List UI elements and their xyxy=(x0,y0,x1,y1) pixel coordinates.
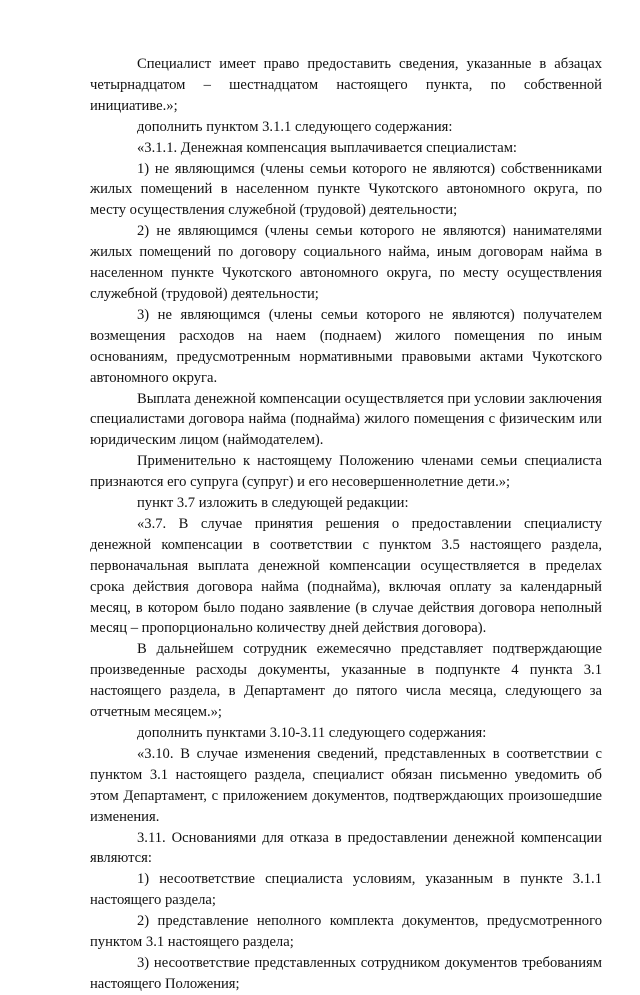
paragraph-3-11-item-2: 2) представление неполного комплекта документов, предусмотренного пунктом 3.1 настоящего раздела; xyxy=(90,913,602,951)
paragraph-amend-3-1-1: дополнить пунктом 3.1.1 следующего содержания: xyxy=(137,118,453,135)
paragraph-3-1-1-item-3: 3) не являющимся (члены семьи которого не являются) получателем возмещения расходов на наем (поднаем) жилого помещения по иным основаниям, предусмотренным нормативными правовыми актами Чукотского автономного округа. xyxy=(90,306,602,386)
paragraph-3-10-text: «3.10. В случае изменения сведений, представленных в соответствии с пунктом 3.1 настоящего раздела, специалист обязан письменно уведомить об этом Департамент, с приложением документов, подтверждающих произошедшие изменения. xyxy=(90,745,602,825)
paragraph-3-1-1-heading: «3.1.1. Денежная компенсация выплачивается специалистам: xyxy=(137,139,517,156)
paragraph-3-1-1-item-1: 1) не являющимся (члены семьи которого не являются) собственниками жилых помещений в населенном пункте Чукотского автономного округа, по месту осуществления служебной (трудовой) деятельности; xyxy=(90,160,602,219)
paragraph-monthly-documents: В дальнейшем сотрудник ежемесячно представляет подтверждающие произведенные расходы документы, указанные в подпункте 4 пункта 3.1 настоящего раздела, в Департамент до пятого числа месяца, следующего за отчетным месяцем.»; xyxy=(90,641,602,721)
paragraph-3-1-1-item-2: 2) не являющимся (члены семьи которого не являются) нанимателями жилых помещений по договору социального найма, иным договорам найма в населенном пункте Чукотского автономного округа, по месту осуществления служебной (трудовой) деятельности; xyxy=(90,223,602,302)
paragraph-amend-3-10-3-11: дополнить пунктами 3.10-3.11 следующего содержания: xyxy=(137,725,487,741)
paragraph-3-11-item-1: 1) несоответствие специалиста условиям, указанным в пункте 3.1.1 настоящего раздела; xyxy=(90,871,602,909)
document-page xyxy=(90,54,602,995)
paragraph-3-7-text: «3.7. В случае принятия решения о предоставлении специалисту денежной компенсации в соответствии с пунктом 3.5 настоящего раздела, первоначальная выплата денежной компенсации осуществляется в пределах срока действия договора найма (поднайма), включая оплату за календарный месяц, в котором было подано заявление (в случае действия договора неполный месяц – пропорционально количеству дней действия договора). xyxy=(90,515,602,637)
paragraph-3-11-heading: 3.11. Основаниями для отказа в предоставлении денежной компенсации являются: xyxy=(90,829,602,867)
paragraph-amend-3-7: пункт 3.7 изложить в следующей редакции: xyxy=(137,495,409,512)
paragraph-3-11-item-3: 3) несоответствие представленных сотрудником документов требованиям настоящего Положения; xyxy=(90,954,602,992)
paragraph-family-members: Применительно к настоящему Положению членами семьи специалиста признаются его супруга (супруг) и его несовершеннолетние дети.»; xyxy=(90,453,602,491)
paragraph-payment-condition: Выплата денежной компенсации осуществляется при условии заключения специалистами договора найма (поднайма) жилого помещения с физическим или юридическим лицом (наймодателем). xyxy=(90,390,602,449)
paragraph-right-to-provide-info: Специалист имеет право предоставить сведения, указанные в абзацах четырнадцатом – шестнадцатом настоящего пункта, по собственной инициативе.»; xyxy=(90,56,602,114)
